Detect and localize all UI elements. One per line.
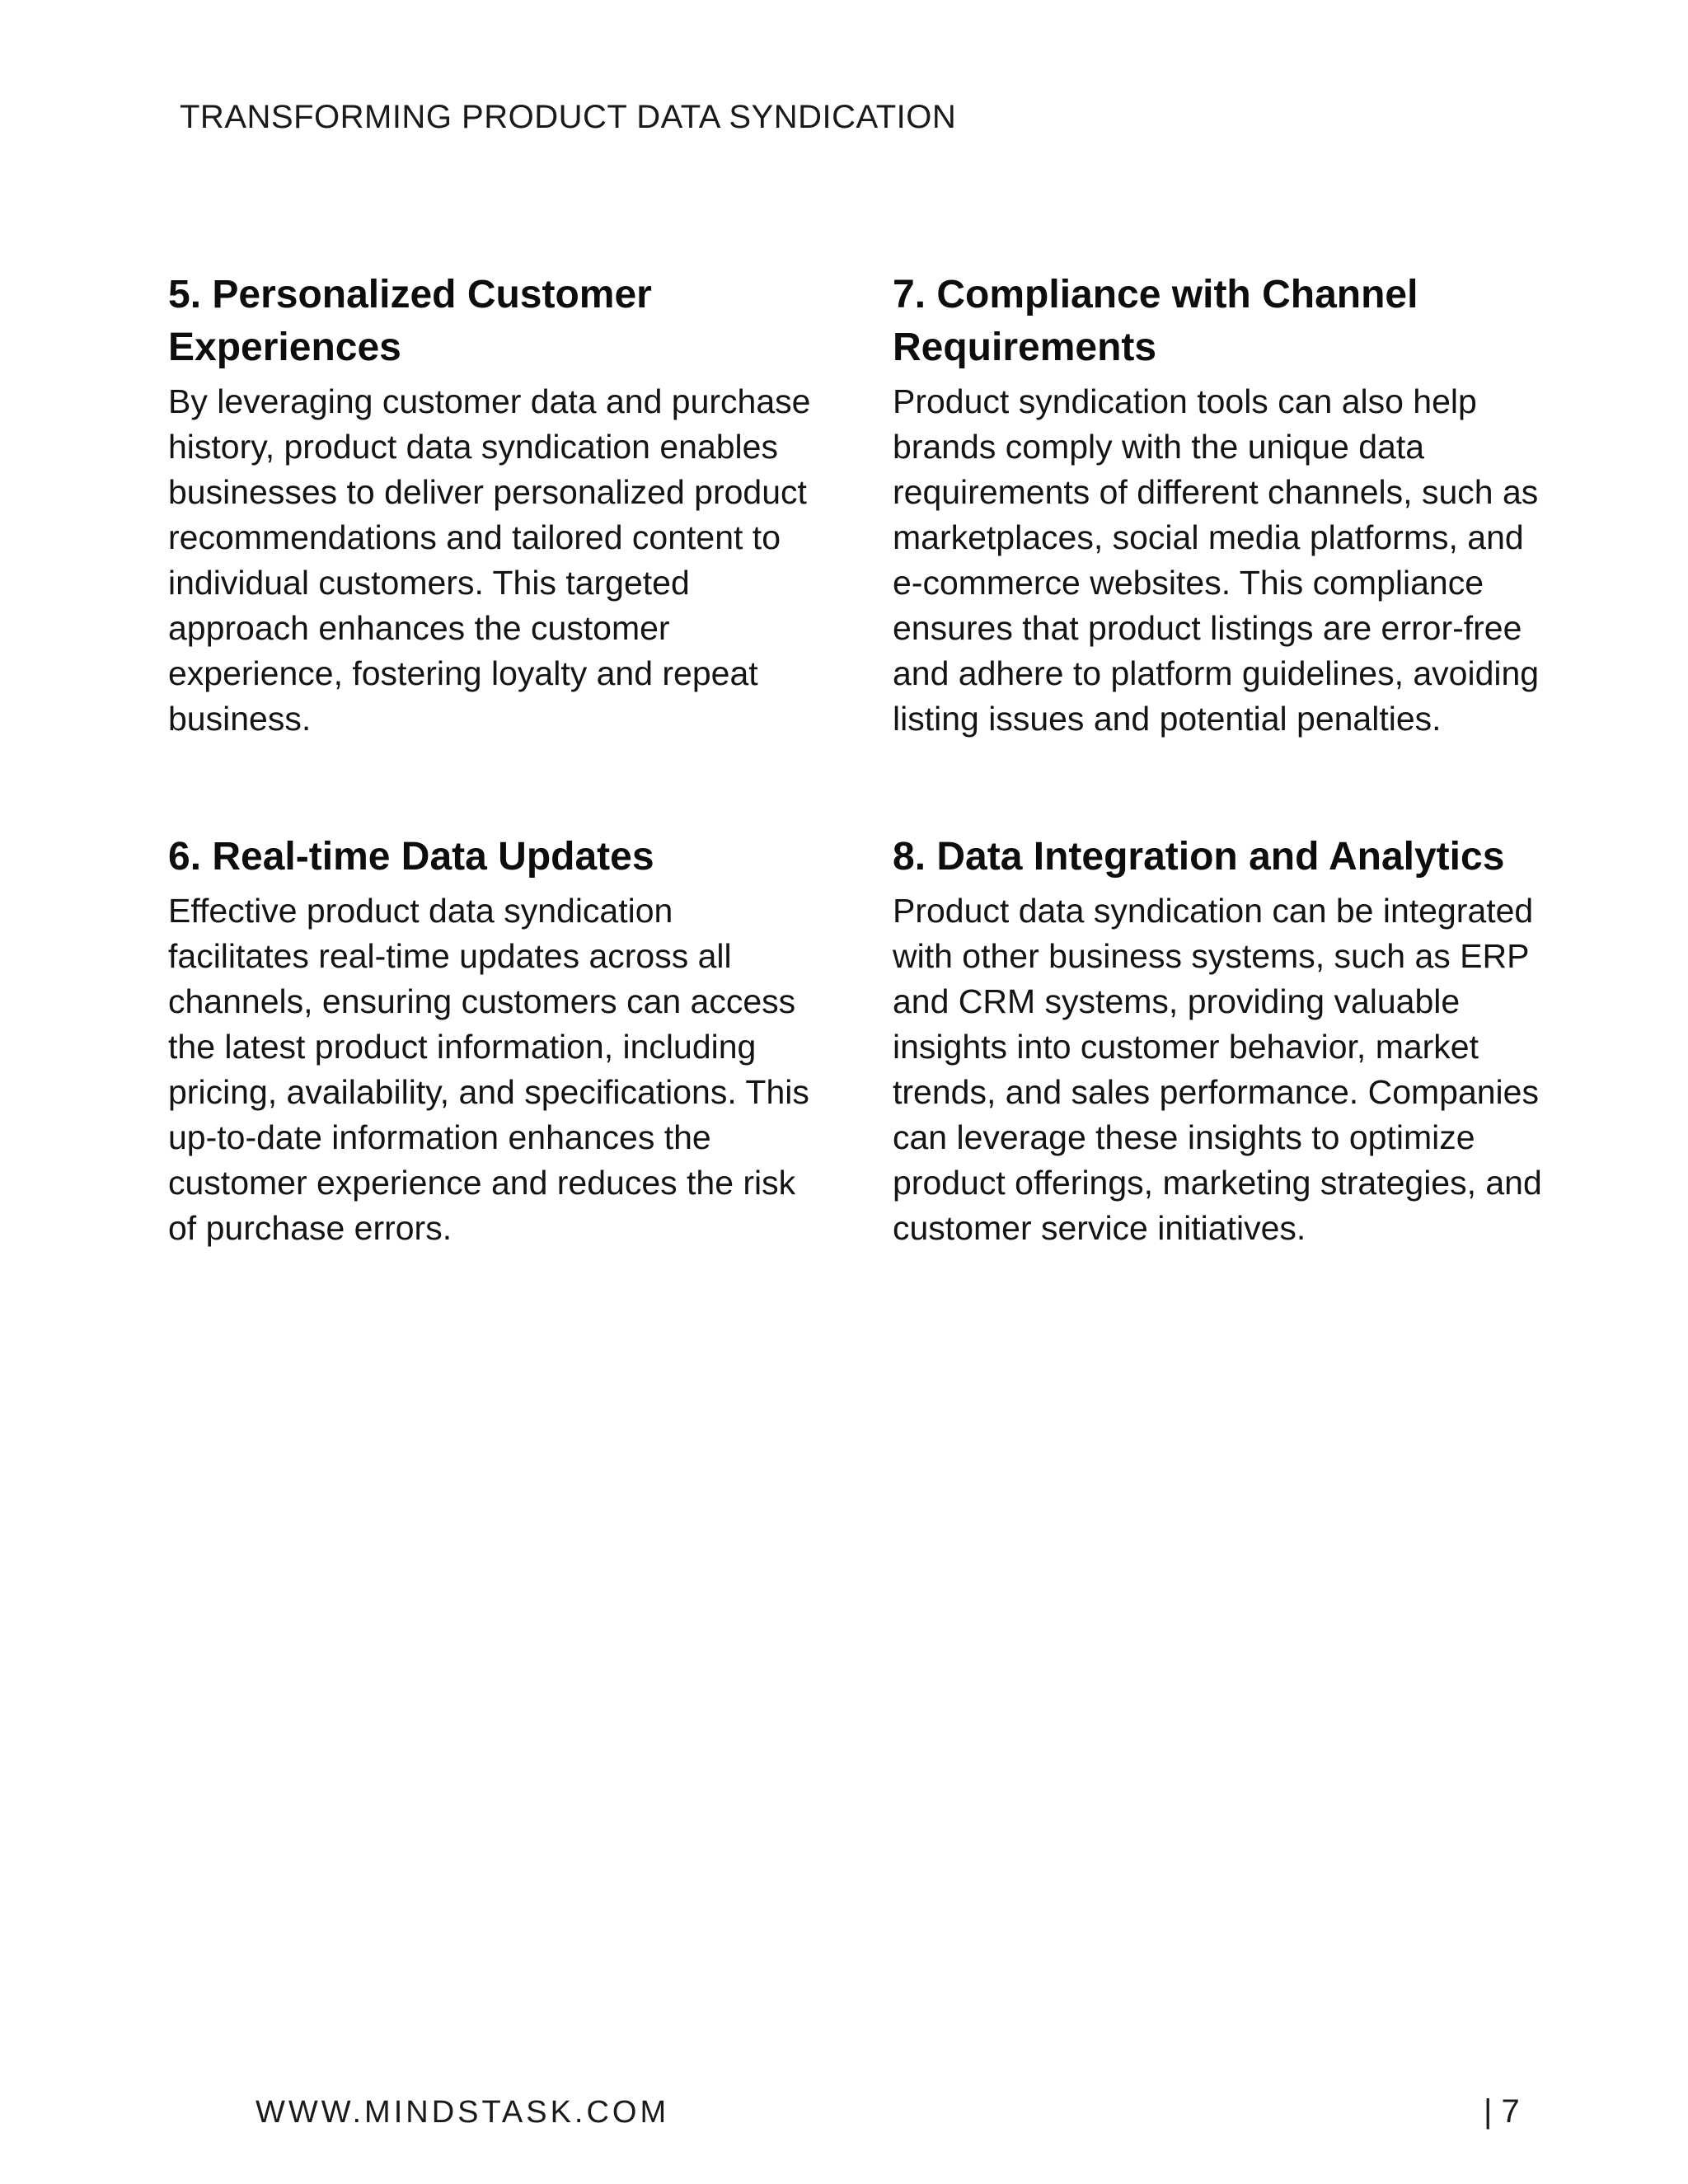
section-body: By leveraging customer data and purchase history, product data syndication enables businesses to deliver personalized product recommendations and tailored content to individual customers. This targeted approach enhances the customer experience, fostering loyalty and repeat business. xyxy=(168,382,811,738)
section-data-integration-and-analytics xyxy=(893,831,1560,1251)
section-heading: 8. Data Integration and Analytics xyxy=(893,835,1505,879)
section-heading: 6. Real-time Data Updates xyxy=(168,835,654,879)
section-body: Product data syndication can be integrated with other business systems, such as ERP and CRM systems, providing valuable insights into customer behavior, market trends, and sales performance. Companies can leverage these insights to optimize product offerings, marketing strategies, and customer service initiatives. xyxy=(893,892,1542,1247)
section-body: Product syndication tools can also help brands comply with the unique data requirements of different channels, such as marketplaces, social media platforms, and e-commerce websites. This compliance ensures that product listings are error-free and adhere to platform guidelines, avoiding listing issues and potential penalties. xyxy=(893,382,1540,738)
page-number: | 7 xyxy=(1484,2093,1520,2130)
footer-website-url: WWW.MINDSTASK.COM xyxy=(256,2095,670,2130)
running-header: TRANSFORMING PRODUCT DATA SYNDICATION xyxy=(180,99,957,135)
section-body: Effective product data syndication facilitates real-time updates across all channels, ensuring customers can access the latest product information, including pricing, availability, and specifications. This up-to-date information enhances the customer experience and reduces the risk of purchase errors. xyxy=(168,892,809,1247)
section-personalized-customer-experiences xyxy=(168,269,819,742)
section-real-time-data-updates xyxy=(168,831,819,1251)
section-compliance-with-channel-requirements xyxy=(893,269,1560,742)
section-heading: 5. Personalized Customer Experiences xyxy=(168,273,652,369)
section-heading: 7. Compliance with Channel Requirements xyxy=(893,273,1418,369)
